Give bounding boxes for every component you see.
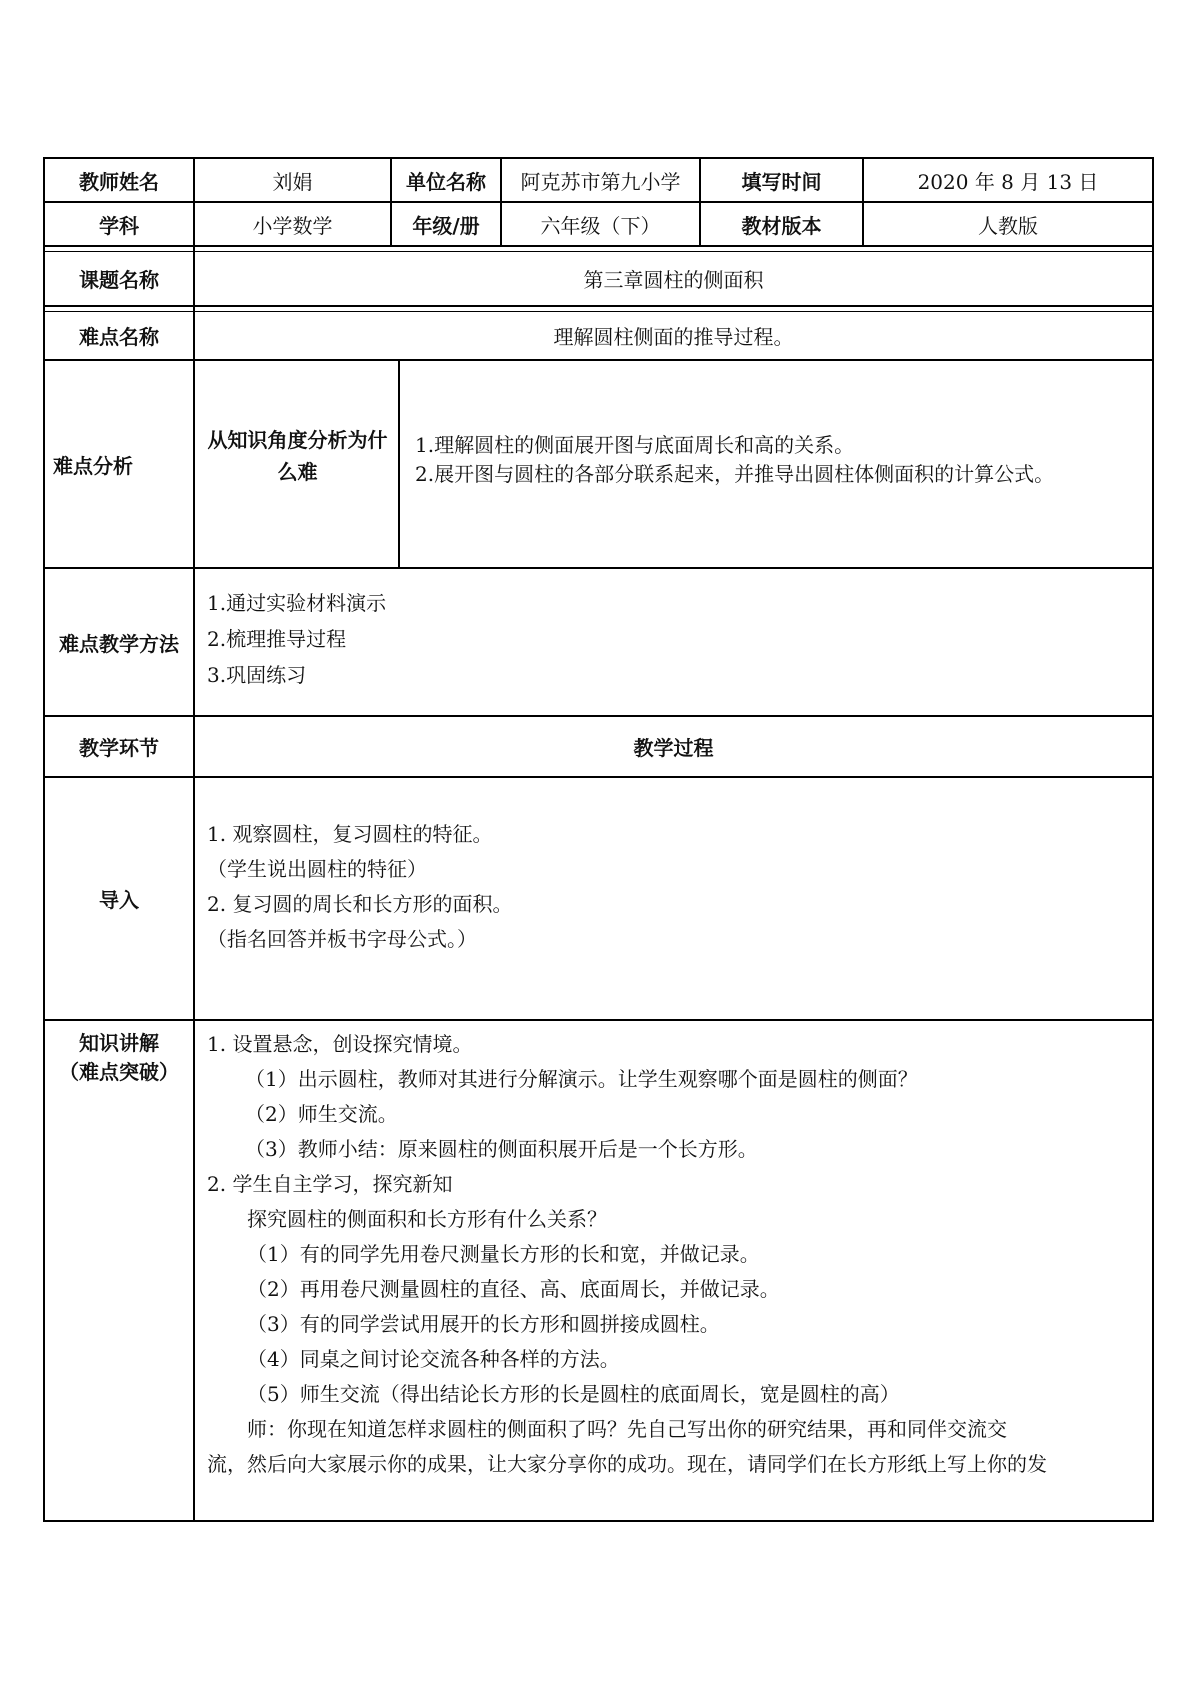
lesson-plan-table bbox=[43, 157, 1154, 1522]
analysis-content bbox=[415, 431, 1152, 489]
intro-content bbox=[207, 817, 1137, 957]
intro-line: 1. 观察圆柱，复习圆柱的特征。 bbox=[207, 822, 493, 846]
knowledge-label-line1: 知识讲解 bbox=[79, 1031, 159, 1055]
subject-label: 学科 bbox=[99, 213, 139, 238]
teaching-methods-label: 难点教学方法 bbox=[59, 631, 179, 656]
teacher-name: 刘娟 bbox=[272, 169, 313, 194]
fill-date-label: 填写时间 bbox=[741, 169, 822, 194]
teacher-name-label: 教师姓名 bbox=[79, 169, 159, 194]
unit-name: 阿克苏市第九小学 bbox=[520, 169, 681, 194]
topic-value: 第三章圆柱的侧面积 bbox=[583, 268, 764, 292]
knowledge-line: 2. 学生自主学习，探究新知 bbox=[207, 1172, 453, 1196]
knowledge-line: （3）有的同学尝试用展开的长方形和圆拼接成圆柱。 bbox=[247, 1312, 720, 1336]
grade: 六年级（下） bbox=[540, 213, 661, 238]
topic-label: 课题名称 bbox=[79, 268, 159, 292]
method-item: 1.通过实验材料演示 bbox=[207, 591, 387, 615]
knowledge-line: （2）师生交流。 bbox=[245, 1102, 398, 1126]
method-item: 3.巩固练习 bbox=[207, 663, 307, 687]
grade-label: 年级/册 bbox=[412, 213, 480, 238]
fill-date: 2020 年 8 月 13 日 bbox=[917, 169, 1099, 194]
subject: 小学数学 bbox=[252, 213, 333, 238]
teaching-stage-label: 教学环节 bbox=[79, 736, 159, 760]
knowledge-line: （3）教师小结：原来圆柱的侧面积展开后是一个长方形。 bbox=[245, 1137, 758, 1161]
knowledge-line: （5）师生交流（得出结论长方形的长是圆柱的底面周长，宽是圆柱的高） bbox=[247, 1382, 900, 1406]
analysis-sub-label: 从知识角度分析为什么难 bbox=[207, 428, 388, 484]
teaching-methods-content bbox=[207, 585, 1107, 693]
teaching-process-label: 教学过程 bbox=[633, 736, 714, 760]
intro-line: 2. 复习圆的周长和长方形的面积。 bbox=[207, 892, 513, 916]
knowledge-line: 探究圆柱的侧面积和长方形有什么关系？ bbox=[247, 1207, 607, 1231]
intro-label: 导入 bbox=[99, 888, 139, 912]
knowledge-line: （2）再用卷尺测量圆柱的直径、高、底面周长，并做记录。 bbox=[247, 1277, 780, 1301]
intro-line: （指名回答并板书字母公式。） bbox=[207, 927, 477, 951]
knowledge-line: （4）同桌之间讨论交流各种各样的方法。 bbox=[247, 1347, 620, 1371]
analysis-line: 2.展开图与圆柱的各部分联系起来，并推导出圆柱体侧面积的计算公式。 bbox=[415, 462, 1055, 486]
textbook-edition-label: 教材版本 bbox=[741, 213, 822, 238]
knowledge-line: （1）有的同学先用卷尺测量长方形的长和宽，并做记录。 bbox=[247, 1242, 760, 1266]
knowledge-line: 流，然后向大家展示你的成果，让大家分享你的成功。现在，请同学们在长方形纸上写上你的发 bbox=[207, 1452, 1047, 1476]
difficulty-value: 理解圆柱侧面的推导过程。 bbox=[553, 325, 794, 349]
knowledge-label bbox=[45, 1021, 193, 1091]
knowledge-line: 1. 设置悬念，创设探究情境。 bbox=[207, 1032, 473, 1056]
method-item: 2.梳理推导过程 bbox=[207, 627, 347, 651]
analysis-label: 难点分析 bbox=[53, 453, 133, 478]
knowledge-label-line2: （难点突破） bbox=[59, 1060, 179, 1084]
analysis-line: 1.理解圆柱的侧面展开图与底面周长和高的关系。 bbox=[415, 433, 855, 457]
unit-name-label: 单位名称 bbox=[406, 169, 486, 194]
knowledge-line: （1）出示圆柱，教师对其进行分解演示。让学生观察哪个面是圆柱的侧面？ bbox=[245, 1067, 918, 1091]
knowledge-line: 师：你现在知道怎样求圆柱的侧面积了吗？先自己写出你的研究结果，再和同伴交流交 bbox=[247, 1417, 1007, 1441]
knowledge-content bbox=[207, 1027, 1147, 1482]
textbook-edition: 人教版 bbox=[978, 213, 1038, 238]
intro-line: （学生说出圆柱的特征） bbox=[207, 857, 427, 881]
difficulty-label: 难点名称 bbox=[79, 325, 159, 349]
